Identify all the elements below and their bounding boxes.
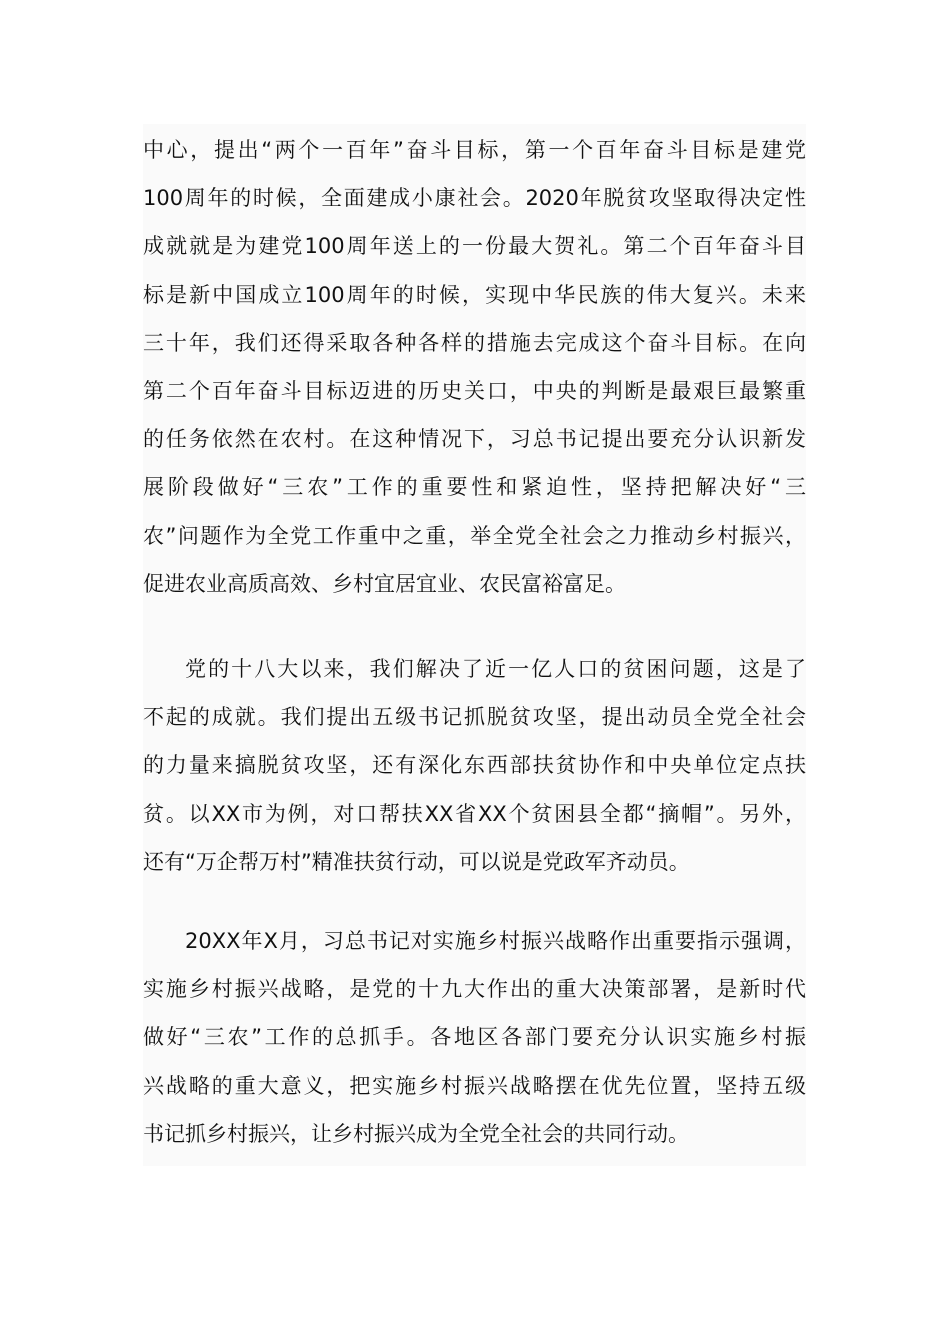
- text-line: 展阶段做好“三农”工作的重要性和紧迫性，坚持把解决好“三: [143, 475, 806, 500]
- text-line: 100周年的时候，全面建成小康社会。2020年脱贫攻坚取得决定性: [143, 186, 806, 211]
- text-line: 的力量来搞脱贫攻坚，还有深化东西部扶贫协作和中央单位定点扶: [143, 753, 806, 778]
- text-line: 不起的成就。我们提出五级书记抓脱贫攻坚，提出动员全党全社会: [143, 705, 806, 730]
- paragraph-3: [143, 917, 806, 1158]
- text-line: 的任务依然在农村。在这种情况下，习总书记提出要充分认识新发: [143, 427, 806, 452]
- text-line: 中心，提出“两个一百年”奋斗目标，第一个百年奋斗目标是建党: [143, 138, 806, 162]
- text-line: 成就就是为建党100周年送上的一份最大贺礼。第二个百年奋斗目: [143, 234, 806, 259]
- text-line: 书记抓乡村振兴，让乡村振兴成为全党全社会的共同行动。: [143, 1121, 689, 1146]
- text-line: 党的十八大以来，我们解决了近一亿人口的贫困问题，这是了: [185, 657, 806, 681]
- text-line: 还有“万企帮万村”精准扶贫行动，可以说是党政军齐动员。: [143, 849, 690, 874]
- paragraph-1: [143, 126, 806, 608]
- text-line: 实施乡村振兴战略，是党的十九大作出的重大决策部署，是新时代: [143, 977, 806, 1002]
- text-line: 第二个百年奋斗目标迈进的历史关口，中央的判断是最艰巨最繁重: [143, 378, 806, 403]
- text-line: 标是新中国成立100周年的时候，实现中华民族的伟大复兴。未来: [143, 282, 806, 307]
- text-line: 农”问题作为全党工作重中之重，举全党全社会之力推动乡村振兴，: [143, 523, 806, 548]
- text-line: 促进农业高质高效、乡村宜居宜业、农民富裕富足。: [143, 571, 626, 596]
- text-line: 20XX年X月，习总书记对实施乡村振兴战略作出重要指示强调，: [185, 929, 806, 953]
- document-body: [143, 124, 806, 1166]
- text-line: 兴战略的重大意义，把实施乡村振兴战略摆在优先位置，坚持五级: [143, 1073, 806, 1098]
- paragraph-2: [143, 645, 806, 886]
- text-line: 做好“三农”工作的总抓手。各地区各部门要充分认识实施乡村振: [143, 1025, 806, 1050]
- text-line: 贫。以XX市为例，对口帮扶XX省XX个贫困县全都“摘帽”。另外，: [143, 801, 806, 826]
- text-line: 三十年，我们还得采取各种各样的措施去完成这个奋斗目标。在向: [143, 330, 806, 355]
